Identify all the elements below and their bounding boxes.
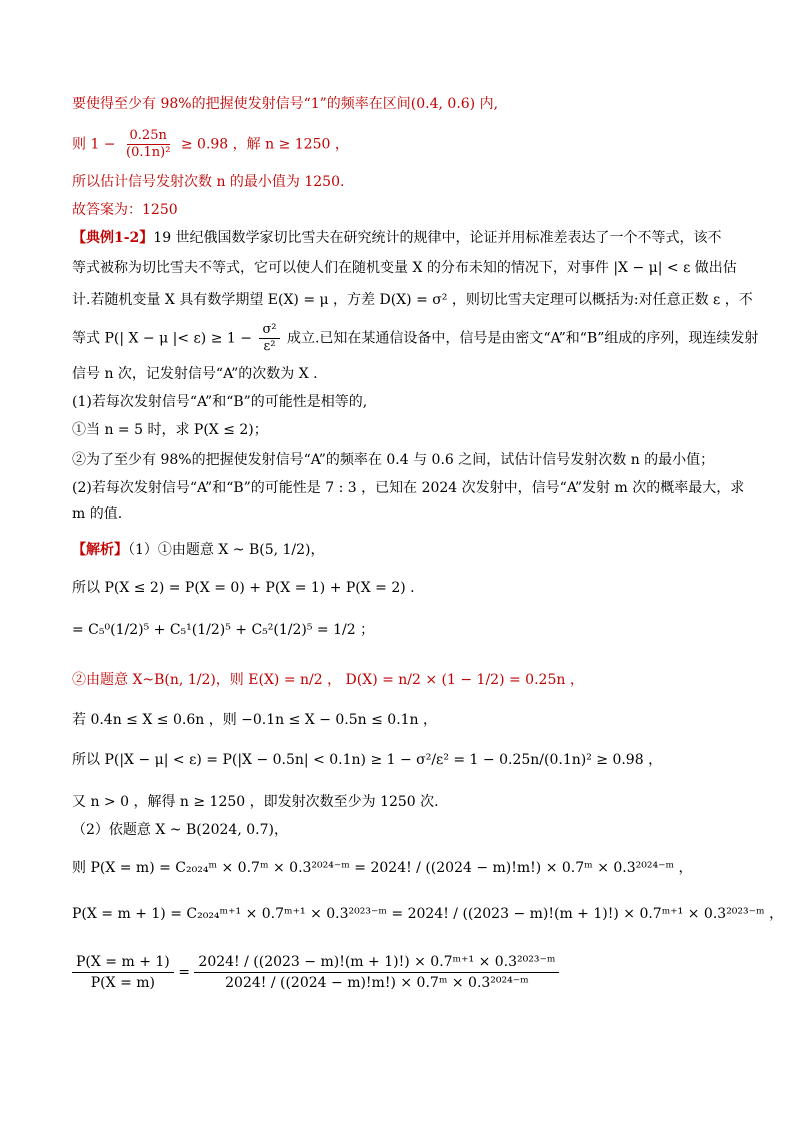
example-line-4-post: 成立.已知在某通信设备中，信号是由密文“A”和“B”组成的序列，现连续发射 (286, 330, 759, 347)
solution-line-5: 若 0.4n ≤ X ≤ 0.6n ，则 −0.1n ≤ X − 0.5n ≤ 0.1n ， (72, 712, 438, 728)
fraction-denominator: 2024! / ((2024 − m)!m!) × 0.7ᵐ × 0.3²⁰²⁴⁻ᵐ (225, 975, 529, 991)
solution-line-8: （2）依题意 X ~ B(2024, 0.7)， (72, 822, 288, 838)
example-line-1 (72, 228, 722, 248)
question-2: (2)若每次发射信号“A”和“B”的可能性是 7 : 3 ，已知在 2024 次发射中，信号“A”发射 m 次的概率最大，求 (72, 480, 745, 496)
solution-text-1: （1）①由题意 X ~ B(5, 1/2)， (128, 542, 325, 558)
solution-line-6: 所以 P(|X − μ| < ε) = P(|X − 0.5n| < 0.1n) ≥ 1 − σ²/ε² = 1 − 0.25n/(0.1n)² ≥ 0.98 ， (72, 752, 663, 768)
question-2b: m 的值. (72, 506, 123, 522)
example-text-1: 19 世纪俄国数学家切比雪夫在研究统计的规律中，论证并用标准差表达了一个不等式，该不 (153, 230, 722, 246)
prev-line-2-pre: 则 1 − (72, 136, 116, 153)
solution-line-7: 又 n > 0 ，解得 n ≥ 1250 ，即发射次数至少为 1250 次. (72, 794, 439, 810)
prev-line-2-fraction (123, 128, 173, 161)
prev-line-2-post: ≥ 0.98 ，解 n ≥ 1250 ， (180, 136, 349, 153)
prev-line-3: 所以估计信号发射次数 n 的最小值为 1250. (72, 174, 345, 190)
question-1a: ①当 n = 5 时，求 P(X ≤ 2)； (72, 422, 268, 438)
example-line-3: 计.若随机变量 X 具有数学期望 E(X) = μ ，方差 D(X) = σ² ，则切比雪夫定理可以概括为:对任意正数 ε ，不 (72, 292, 753, 308)
ratio-lhs-fraction (72, 952, 174, 993)
fraction-numerator: σ² (259, 322, 279, 339)
question-1: (1)若每次发射信号“A”和“B”的可能性是相等的, (72, 394, 368, 410)
example-line-4-pre: 等式 P(| X − μ |< ε) ≥ 1 − (72, 330, 252, 347)
fraction-numerator: 0.25n (127, 128, 170, 145)
prev-line-4: 故答案为：1250 (72, 202, 178, 218)
fraction-denominator: ε² (263, 339, 276, 354)
sigma-epsilon-fraction (259, 322, 279, 355)
solution-line-11 (72, 952, 559, 993)
equals-sign: = (178, 964, 195, 981)
example-line-2: 等式被称为切比雪夫不等式，它可以使人们在随机变量 X 的分布未知的情况下，对事件 |X − μ| < ε 做出估 (72, 260, 737, 276)
fraction-numerator: 2024! / ((2023 − m)!(m + 1)!) × 0.7ᵐ⁺¹ × 0.3²⁰²³⁻ᵐ (194, 952, 559, 973)
prev-line-1: 要使得至少有 98%的把握使发射信号“1”的频率在区间(0.4, 0.6) 内, (72, 96, 499, 112)
solution-line-1 (72, 540, 325, 560)
solution-line-10: P(X = m + 1) = C₂₀₂₄ᵐ⁺¹ × 0.7ᵐ⁺¹ × 0.3²⁰²³⁻ᵐ = 2024! / ((2023 − m)!(m + 1)!) × 0.7ᵐ⁺¹ × 0.3²⁰²³⁻ᵐ ， (72, 906, 784, 922)
question-1b: ②为了至少有 98%的把握使发射信号“A”的频率在 0.4 与 0.6 之间，试估计信号发射次数 n 的最小值； (72, 452, 715, 468)
solution-tag: 【解析】 (72, 542, 128, 558)
solution-line-9: 则 P(X = m) = C₂₀₂₄ᵐ × 0.7ᵐ × 0.3²⁰²⁴⁻ᵐ = 2024! / ((2024 − m)!m!) × 0.7ᵐ × 0.3²⁰²⁴⁻ᵐ ， (72, 860, 693, 876)
fraction-numerator: P(X = m + 1) (72, 952, 174, 973)
solution-line-4: ②由题意 X~B(n, 1/2)，则 E(X) = n/2 ， D(X) = n/2 × (1 − 1/2) = 0.25n ， (72, 672, 584, 688)
example-tag: 【典例1-2】 (72, 230, 154, 246)
example-line-5: 信号 n 次，记发射信号“A”的次数为 X . (72, 366, 318, 382)
fraction-denominator: (0.1n)² (126, 145, 171, 160)
solution-line-3: = C₅⁰(1/2)⁵ + C₅¹(1/2)⁵ + C₅²(1/2)⁵ = 1/2 ； (72, 622, 375, 638)
solution-line-2: 所以 P(X ≤ 2) = P(X = 0) + P(X = 1) + P(X = 2) . (72, 580, 415, 596)
ratio-rhs-fraction (194, 952, 559, 993)
fraction-denominator: P(X = m) (90, 975, 155, 991)
prev-line-2 (72, 128, 349, 161)
example-line-4 (72, 322, 758, 355)
